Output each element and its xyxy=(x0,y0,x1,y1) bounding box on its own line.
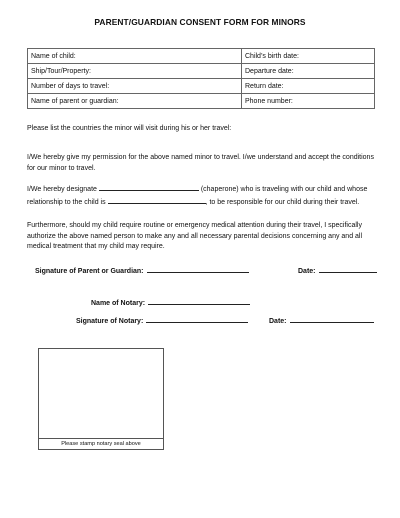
parent-name-field[interactable]: Name of parent or guardian: xyxy=(28,94,242,109)
parent-signature-label: Signature of Parent or Guardian: xyxy=(35,268,144,275)
parent-signature-row xyxy=(35,265,249,275)
designate-paragraph xyxy=(27,183,377,208)
parent-date-label: Date: xyxy=(298,268,316,275)
notary-seal-box xyxy=(38,348,164,450)
medical-authorization-text: Furthermore, should my child require routine or emergency medical attention during their travel, I specifically authorize the above named person to make any and all necessary parental decisions concerning any and all medical treatment that my child may require. xyxy=(27,222,363,250)
table-row xyxy=(28,94,375,109)
child-birth-date-field[interactable]: Child’s birth date: xyxy=(242,49,375,64)
chaperone-name-line[interactable] xyxy=(99,183,199,191)
days-to-travel-field[interactable]: Number of days to travel: xyxy=(28,79,242,94)
info-table xyxy=(27,48,375,109)
designate-text-3: , to be responsible for our child during their travel. xyxy=(205,198,360,206)
notary-date-label: Date: xyxy=(269,318,287,325)
notary-signature-line[interactable] xyxy=(146,315,248,323)
table-row xyxy=(28,79,375,94)
parent-date-row xyxy=(298,265,377,275)
stamp-caption: Please stamp notary seal above xyxy=(39,438,163,447)
child-name-field[interactable]: Name of child: xyxy=(28,49,242,64)
notary-signature-label: Signature of Notary: xyxy=(76,318,144,325)
ship-tour-property-field[interactable]: Ship/Tour/Property: xyxy=(28,64,242,79)
notary-name-label: Name of Notary: xyxy=(91,300,146,307)
relationship-line[interactable] xyxy=(108,196,206,204)
notary-date-line[interactable] xyxy=(290,315,374,323)
form-title: PARENT/GUARDIAN CONSENT FORM FOR MINORS xyxy=(94,17,306,27)
departure-date-field[interactable]: Departure date: xyxy=(242,64,375,79)
return-date-field[interactable]: Return date: xyxy=(242,79,375,94)
table-row xyxy=(28,64,375,79)
notary-name-row xyxy=(91,297,250,307)
parent-signature-line[interactable] xyxy=(147,265,249,273)
table-row xyxy=(28,49,375,64)
notary-signature-row xyxy=(76,315,248,325)
designate-text-1: I/We hereby designate xyxy=(27,186,97,193)
parent-date-line[interactable] xyxy=(319,265,377,273)
notary-date-row xyxy=(269,315,374,325)
permission-text: I/We hereby give my permission for the above named minor to travel. I/we understand and accept the conditions for our minor to travel. xyxy=(27,154,374,172)
phone-number-field[interactable]: Phone number: xyxy=(242,94,375,109)
notary-name-line[interactable] xyxy=(148,297,250,305)
countries-prompt: Please list the countries the minor will visit during his or her travel: xyxy=(27,125,232,132)
designate-text-2: (chaperone) who is traveling with our child and whose relationship to the child is xyxy=(27,186,368,206)
